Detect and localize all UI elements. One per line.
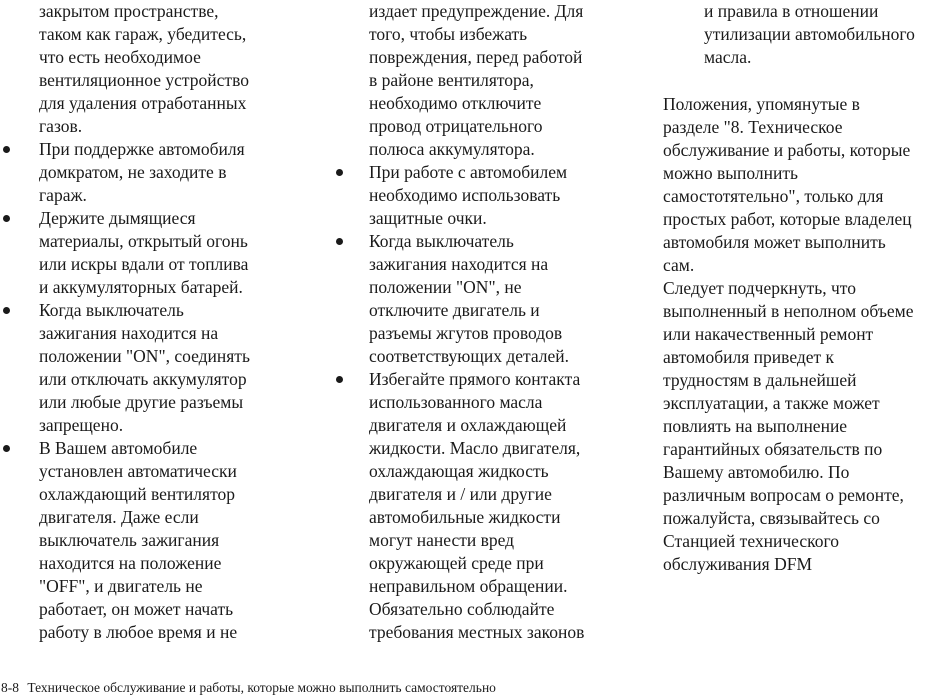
text-line: зажигания находится на xyxy=(369,254,549,274)
text-line: газов. xyxy=(39,116,83,136)
text-line: установлен автоматически xyxy=(39,461,237,481)
text-line: двигателя и охлаждающей xyxy=(369,415,567,435)
bullet-dot-icon xyxy=(3,146,10,153)
bullet-item xyxy=(330,230,630,368)
text-line: запрещено. xyxy=(39,415,124,435)
text-line: полюса аккумулятора. xyxy=(369,139,535,159)
text-line: Обязательно соблюдайте xyxy=(369,599,555,619)
bullet-item xyxy=(0,207,300,299)
text-line: или накачественный ремонт xyxy=(663,324,874,344)
column-middle xyxy=(330,0,630,644)
bullet-item xyxy=(0,299,300,437)
section-title: Техническое обслуживание и работы, которые можно выполнить самостоятельно xyxy=(27,680,496,695)
text-line: в районе вентилятора, xyxy=(369,70,534,90)
text-line: выполненный в неполном объеме xyxy=(663,301,914,321)
text-line: автомобильные жидкости xyxy=(369,507,561,527)
text-line: могут нанести вред xyxy=(369,530,515,550)
text-line: работает, он может начать xyxy=(39,599,234,619)
text-line: отключите двигатель и xyxy=(369,300,540,320)
text-line: разъемы жгутов проводов xyxy=(369,323,563,343)
text-line: материалы, открытый огонь xyxy=(39,231,248,251)
text-line: требования местных законов xyxy=(369,622,585,642)
text-line: охлаждающая жидкость xyxy=(369,461,549,481)
text-line: выключатель зажигания xyxy=(39,530,220,550)
text-line: и аккумуляторных батарей. xyxy=(39,277,243,297)
text-line: что есть необходимое xyxy=(39,47,201,67)
text-line: защитные очки. xyxy=(369,208,487,228)
text-line: повлиять на выполнение xyxy=(663,416,848,436)
text-line: Избегайте прямого контакта xyxy=(369,369,581,389)
bullet-item xyxy=(0,437,300,644)
text-line: или отключать аккумулятор xyxy=(39,369,247,389)
text-line: Станцией технического xyxy=(663,531,839,551)
text-line: неправильном обращении. xyxy=(369,576,568,596)
text-line: Когда выключатель xyxy=(369,231,514,251)
text-line: При работе с автомобилем xyxy=(369,162,568,182)
text-line: необходимо использовать xyxy=(369,185,561,205)
text-line: домкратом, не заходите в xyxy=(39,162,227,182)
text-line: провод отрицательного xyxy=(369,116,543,136)
text-line: положении "ON", соединять xyxy=(39,346,250,366)
text-line: и правила в отношении xyxy=(704,1,879,21)
text-line: автомобиля может выполнить xyxy=(663,232,886,252)
text-line: трудностям в дальнейшей xyxy=(663,370,857,390)
bullet-item xyxy=(330,161,630,230)
text-line: таком как гараж, убедитесь, xyxy=(39,24,247,44)
text-line: разделе "8. Техническое xyxy=(663,117,843,137)
text-line: или искры вдали от топлива xyxy=(39,254,249,274)
continued-bullet-text xyxy=(663,0,947,69)
text-line: пожалуйста, связывайтесь со xyxy=(663,508,880,528)
intro-paragraph xyxy=(330,0,630,161)
text-line: Положения, упомянутые в xyxy=(663,94,860,114)
text-line: вентиляционное устройство xyxy=(39,70,249,90)
text-line: Держите дымящиеся xyxy=(39,208,196,228)
bullet-dot-icon xyxy=(336,376,343,383)
bullet-dot-icon xyxy=(3,307,10,314)
text-line: самостотятельно", только для xyxy=(663,186,884,206)
text-line: гараж. xyxy=(39,185,87,205)
text-line: обслуживания DFM xyxy=(663,554,813,574)
text-line: жидкости. Масло двигателя, xyxy=(369,438,581,458)
text-line: Вашему автомобилю. По xyxy=(663,462,850,482)
bullet-dot-icon xyxy=(336,169,343,176)
text-line: использованного масла xyxy=(369,392,543,412)
text-line: повреждения, перед работой xyxy=(369,47,583,67)
text-line: сам. xyxy=(663,255,695,275)
text-line: утилизации автомобильного xyxy=(704,24,915,44)
text-line: окружающей среде при xyxy=(369,553,544,573)
intro-paragraph xyxy=(0,0,300,138)
text-line: соответствующих деталей. xyxy=(369,346,570,366)
text-line: работу в любое время и не xyxy=(39,622,238,642)
text-line: двигателя и / или другие xyxy=(369,484,552,504)
column-left xyxy=(0,0,300,644)
text-line: масла. xyxy=(704,47,752,67)
bullet-dot-icon xyxy=(3,215,10,222)
provisions-paragraph xyxy=(663,93,947,277)
text-line: закрытом пространстве, xyxy=(39,1,219,21)
text-line: Следует подчеркнуть, что xyxy=(663,278,856,298)
bullet-dot-icon xyxy=(3,445,10,452)
bullet-item xyxy=(0,138,300,207)
text-line: "OFF", и двигатель не xyxy=(39,576,203,596)
text-line: В Вашем автомобиле xyxy=(39,438,198,458)
bullet-item xyxy=(330,368,630,644)
text-line: необходимо отключите xyxy=(369,93,542,113)
text-line: эксплуатации, а также может xyxy=(663,393,880,413)
text-line: обслуживание и работы, которые xyxy=(663,140,911,160)
text-line: охлаждающий вентилятор xyxy=(39,484,235,504)
text-line: автомобиля приведет к xyxy=(663,347,835,367)
text-line: того, чтобы избежать xyxy=(369,24,528,44)
text-line: простых работ, которые владелец xyxy=(663,209,912,229)
text-line: для удаления отработанных xyxy=(39,93,247,113)
warranty-paragraph xyxy=(663,277,947,576)
column-right xyxy=(663,0,947,576)
text-line: различным вопросам о ремонте, xyxy=(663,485,904,505)
text-line: можно выполнить xyxy=(663,163,798,183)
text-line: двигателя. Даже если xyxy=(39,507,199,527)
page-footer xyxy=(1,680,496,696)
paragraph-gap xyxy=(663,69,947,93)
text-line: издает предупреждение. Для xyxy=(369,1,584,21)
text-line: находится на положение xyxy=(39,553,222,573)
text-line: При поддержке автомобиля xyxy=(39,139,245,159)
text-line: зажигания находится на xyxy=(39,323,219,343)
bullet-dot-icon xyxy=(336,238,343,245)
text-line: Когда выключатель xyxy=(39,300,184,320)
text-line: гарантийных обязательств по xyxy=(663,439,883,459)
text-line: или любые другие разъемы xyxy=(39,392,244,412)
text-line: положении "ON", не xyxy=(369,277,522,297)
page-number: 8-8 xyxy=(1,680,19,695)
